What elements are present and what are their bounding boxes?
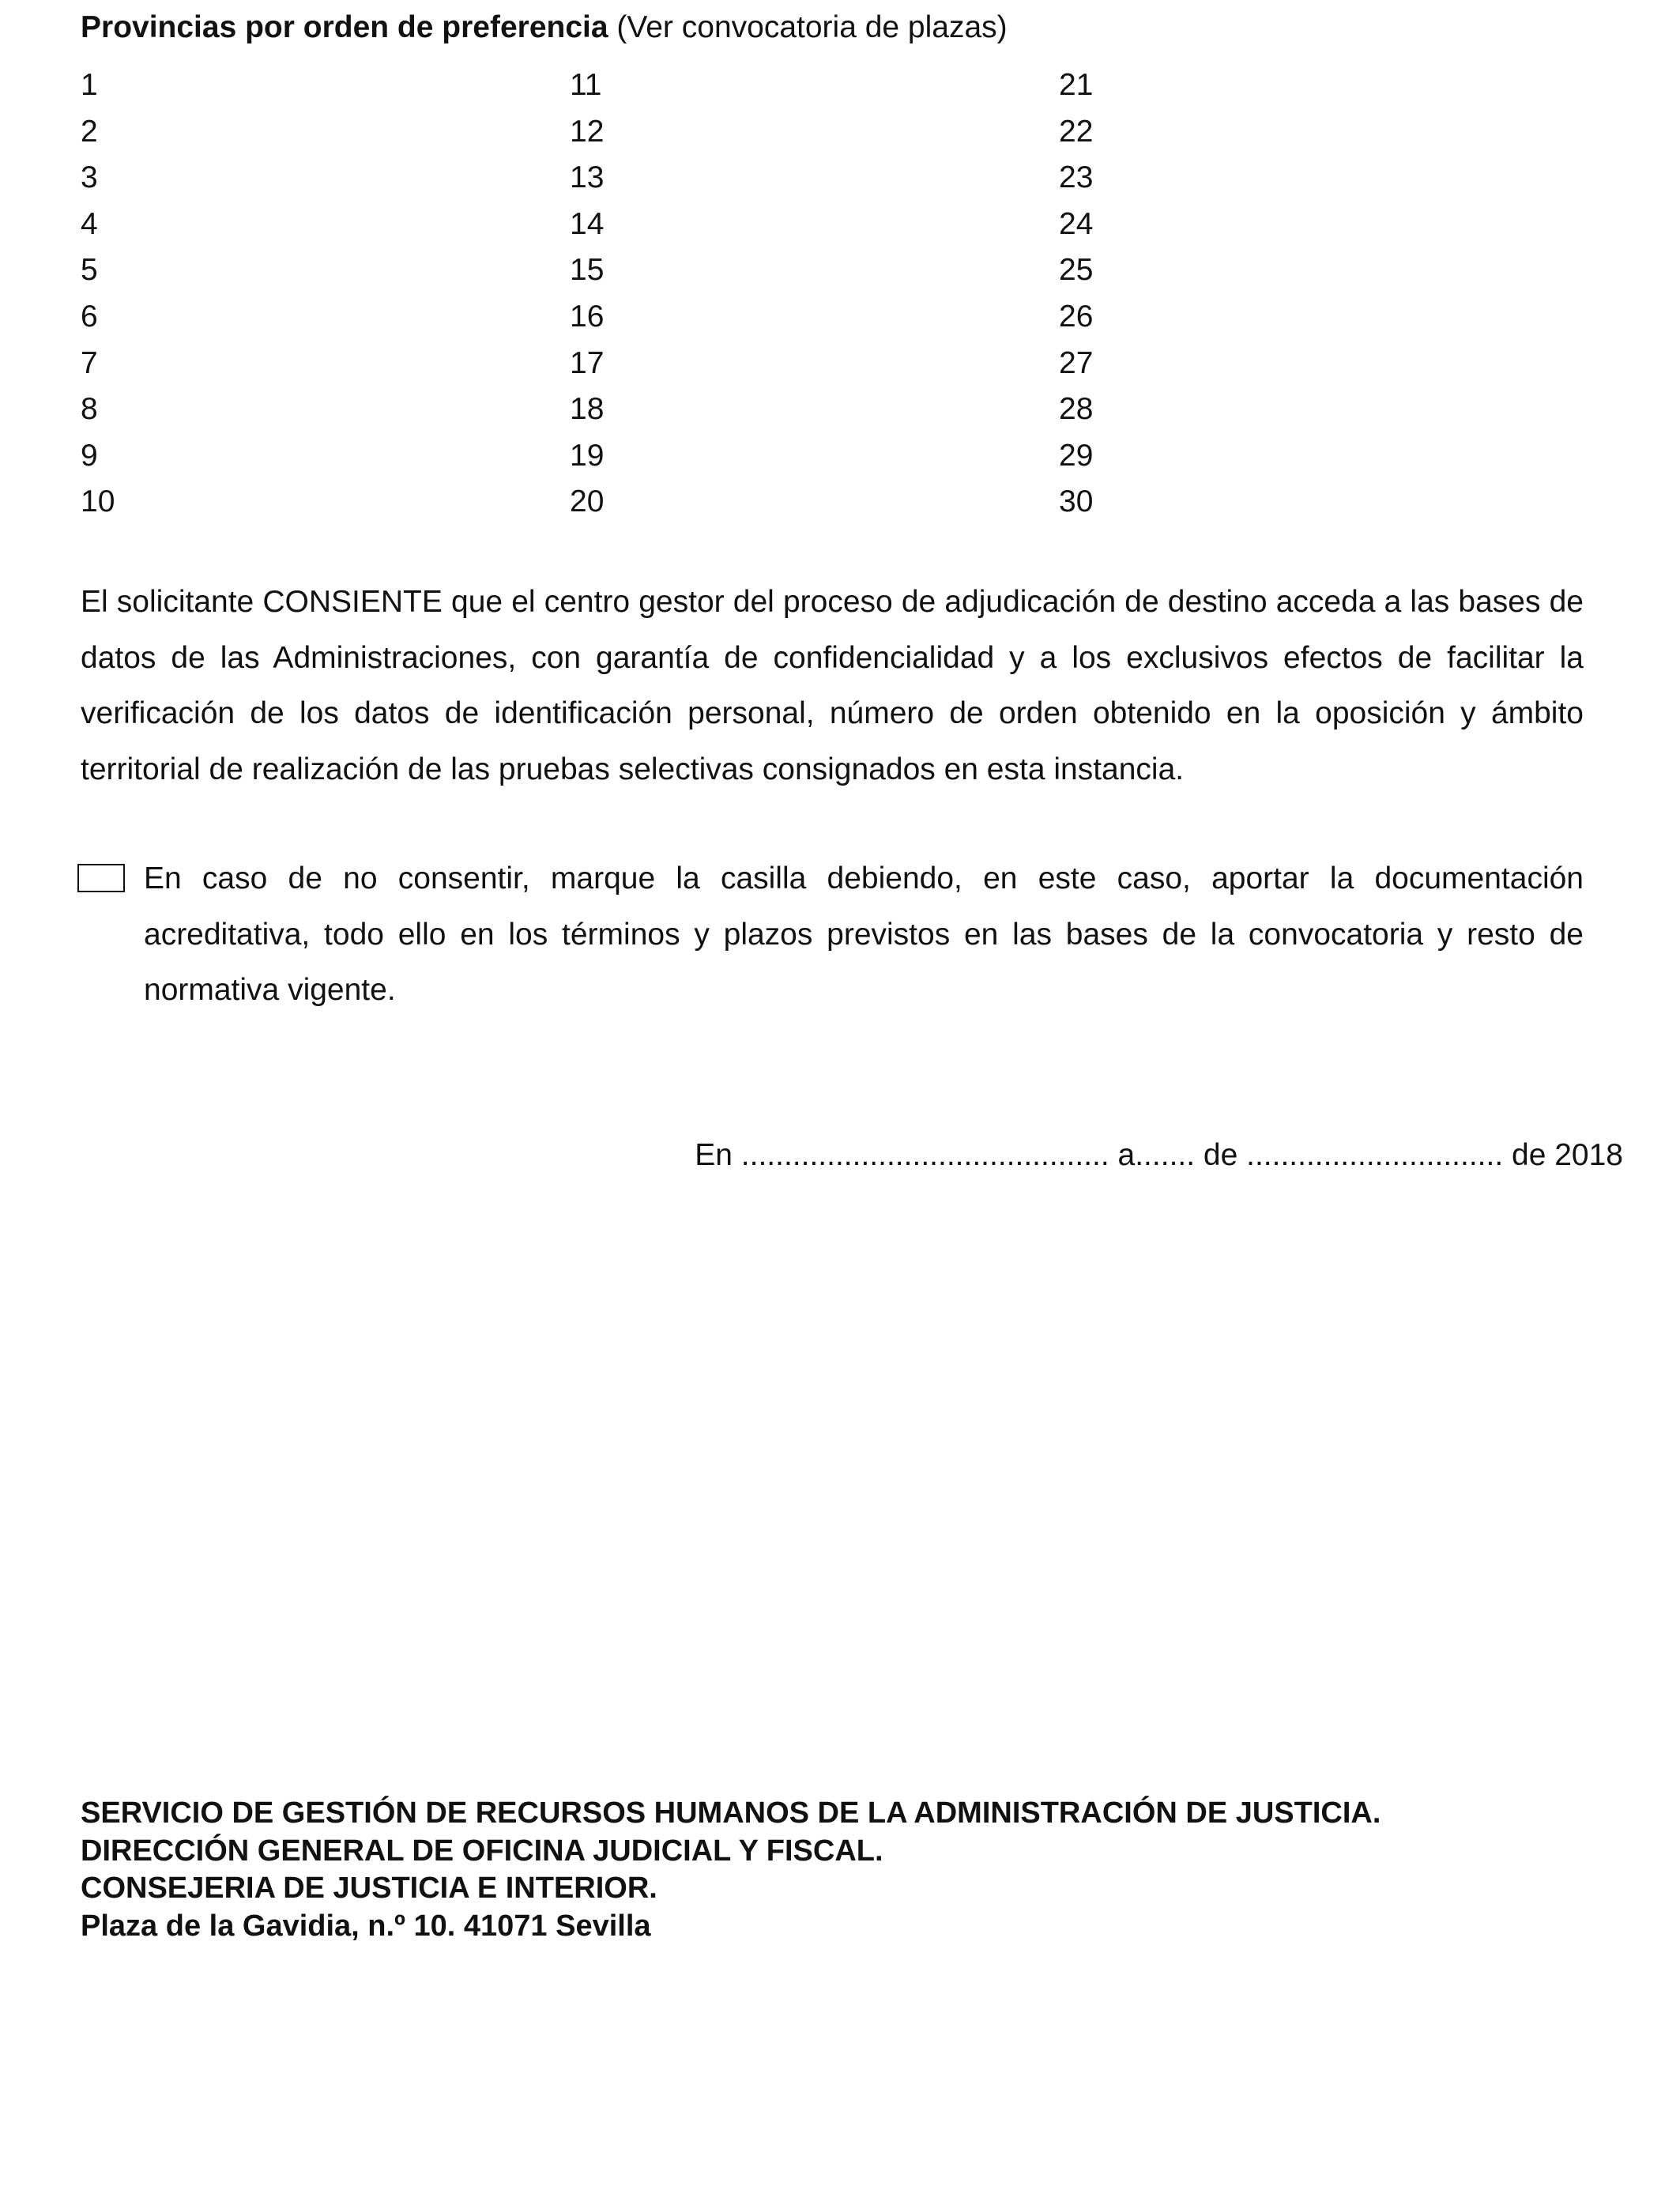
province-number: 2 (81, 114, 98, 149)
footer-address (81, 1795, 1381, 1945)
opt-out-paragraph: En caso de no consentir, marque la casilla debiendo, en este caso, aportar la documentación acreditativa, todo ello en los términos y plazos previstos en las bases de la convocatoria y resto de normativa vigente. (144, 861, 1584, 1007)
province-number: 16 (570, 299, 605, 334)
province-number: 5 (81, 253, 98, 288)
province-number: 20 (570, 484, 605, 519)
province-number: 18 (570, 392, 605, 427)
province-number: 22 (1059, 114, 1094, 149)
province-number: 21 (1059, 68, 1094, 102)
date-signature-line: En ........................................... a....... de .............................. de 2018 (695, 1138, 1623, 1172)
province-number: 23 (1059, 160, 1094, 195)
heading-bold-text: Provincias por orden de preferencia (81, 10, 608, 44)
consent-paragraph: El solicitante CONSIENTE que el centro gestor del proceso de adjudicación de destino acceda a las bases de datos de las Administraciones, con garantía de confidencialidad y a los exclusivos efectos de facilitar la verificación de los datos de identificación personal, número de orden obtenido en la oposición y ámbito territorial de realización de las pruebas selectivas consignados en esta instancia. (81, 585, 1584, 786)
province-number: 28 (1059, 392, 1094, 427)
footer-line-direction: DIRECCIÓN GENERAL DE OFICINA JUDICIAL Y FISCAL. (81, 1834, 883, 1868)
opt-out-checkbox[interactable] (77, 864, 125, 892)
province-number: 8 (81, 392, 98, 427)
province-number: 4 (81, 206, 98, 241)
province-number: 10 (81, 484, 115, 519)
province-number: 29 (1059, 438, 1094, 473)
section-heading (81, 8, 1008, 47)
province-column-1 (81, 62, 239, 526)
province-number: 15 (570, 253, 605, 288)
province-number: 1 (81, 68, 98, 102)
province-number: 13 (570, 160, 605, 195)
province-number: 3 (81, 160, 98, 195)
province-column-2 (570, 62, 728, 526)
province-number: 12 (570, 114, 605, 149)
province-number: 19 (570, 438, 605, 473)
heading-note-text: (Ver convocatoria de plazas) (608, 10, 1008, 44)
province-number: 9 (81, 438, 98, 473)
footer-line-ministry: CONSEJERIA DE JUSTICIA E INTERIOR. (81, 1872, 657, 1905)
province-number: 30 (1059, 484, 1094, 519)
province-number: 14 (570, 206, 605, 241)
province-number: 27 (1059, 345, 1094, 380)
province-number: 6 (81, 299, 98, 334)
province-number: 26 (1059, 299, 1094, 334)
footer-line-address: Plaza de la Gavidia, n.º 10. 41071 Sevilla (81, 1909, 651, 1943)
province-number: 24 (1059, 206, 1094, 241)
province-number: 17 (570, 345, 605, 380)
province-number: 7 (81, 345, 98, 380)
province-number: 25 (1059, 253, 1094, 288)
footer-line-service: SERVICIO DE GESTIÓN DE RECURSOS HUMANOS DE LA ADMINISTRACIÓN DE JUSTICIA. (81, 1796, 1381, 1830)
province-number: 11 (570, 68, 602, 102)
province-column-3 (1059, 62, 1217, 526)
